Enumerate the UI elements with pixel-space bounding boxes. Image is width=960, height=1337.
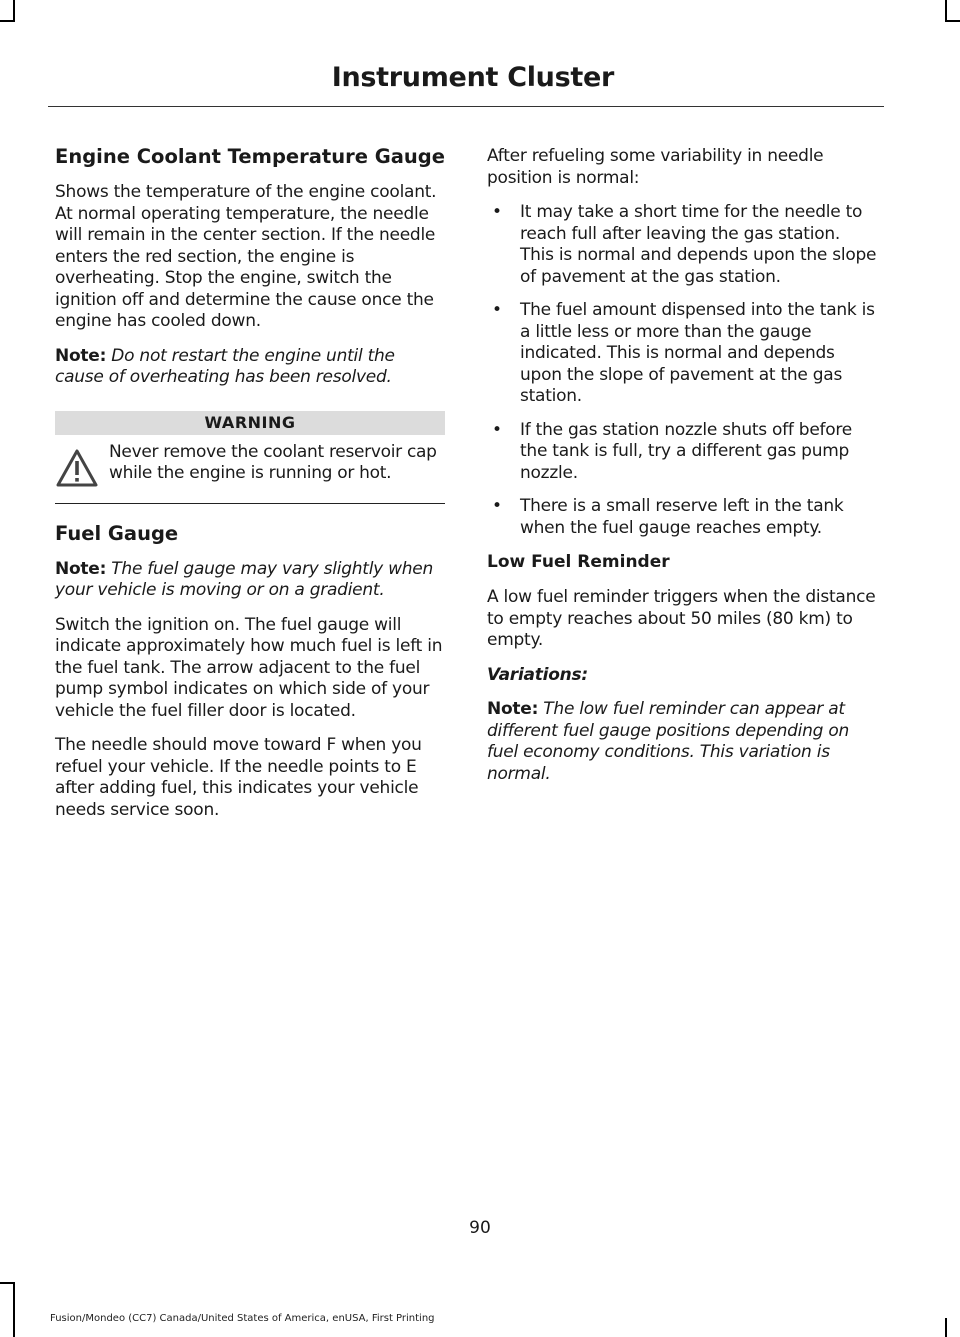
- crop-mark-top-left: [13, 0, 15, 20]
- note-text: Do not restart the engine until the cause of overheating has been resolved.: [55, 345, 395, 387]
- note-text: The fuel gauge may vary slightly when your vehicle is moving or on a gradient.: [55, 558, 434, 600]
- fuel-paragraph-2: The needle should move toward F when you refuel your vehicle. If the needle points to E after adding fuel, this indicates your vehicle needs service soon.: [55, 735, 422, 820]
- list-item: • The fuel amount dispensed into the tank is a little less or more than the gauge indicated. This is normal and depends upon the slope of pavement at the gas station.: [487, 300, 877, 408]
- refuel-intro: After refueling some variability in needle position is normal:: [487, 146, 824, 188]
- fuel-gauge-heading: Fuel Gauge: [55, 521, 179, 545]
- right-column: [487, 146, 877, 798]
- page-number: 90: [469, 1218, 491, 1238]
- crop-mark-top-right-h: [945, 20, 960, 22]
- low-fuel-paragraph: A low fuel reminder triggers when the distance to empty reaches about 50 miles (80 km) to empty.: [487, 587, 876, 650]
- crop-mark-bottom-left-h: [0, 1282, 15, 1284]
- note-low-fuel: [487, 699, 877, 785]
- variations-label: Variations:: [487, 664, 588, 685]
- coolant-paragraph: Shows the temperature of the engine coolant. At normal operating temperature, the needle will remain in the center section. If the needle enters the red section, the engine is overheating. Stop the engine, switch the ignition off and determine the cause once the engine has cooled down.: [55, 182, 437, 331]
- list-item: • If the gas station nozzle shuts off before the tank is full, try a different gas pump nozzle.: [487, 420, 877, 485]
- crop-mark-bottom-left: [13, 1282, 15, 1337]
- note-overheating: [55, 346, 445, 389]
- warning-text: Never remove the coolant reservoir cap while the engine is running or hot.: [109, 441, 437, 483]
- crop-mark-top-right: [945, 0, 947, 20]
- refuel-bullet-list: [487, 202, 877, 539]
- warning-box: [55, 435, 445, 504]
- note-label: Note:: [487, 699, 539, 719]
- list-item: • There is a small reserve left in the tank when the fuel gauge reaches empty.: [487, 496, 877, 539]
- crop-mark-bottom-right: [945, 1318, 947, 1337]
- note-fuel-gauge: [55, 559, 445, 602]
- fuel-paragraph-1: Switch the ignition on. The fuel gauge will indicate approximately how much fuel is left in the fuel tank. The arrow adjacent to the fuel pump symbol indicates on which side of your vehicle the fuel filler door is located.: [55, 614, 443, 721]
- note-label: Note:: [55, 558, 107, 579]
- list-item: • It may take a short time for the needle to reach full after leaving the gas station. This is normal and depends upon the slope of pavement at the gas station.: [487, 202, 877, 288]
- header-divider: [48, 106, 884, 107]
- warning-header: WARNING: [55, 411, 445, 435]
- low-fuel-heading: Low Fuel Reminder: [487, 552, 670, 572]
- crop-mark-top-left-h: [0, 20, 15, 22]
- note-text: The low fuel reminder can appear at different fuel gauge positions depending on fuel economy conditions. This variation is normal.: [487, 699, 849, 784]
- page-title: Instrument Cluster: [331, 62, 614, 93]
- warning-triangle-icon: [55, 448, 99, 488]
- publication-footer: Fusion/Mondeo (CC7) Canada/United States of America, enUSA, First Printing: [50, 1313, 435, 1324]
- left-column: [55, 146, 445, 834]
- coolant-heading: Engine Coolant Temperature Gauge: [55, 145, 445, 168]
- note-label: Note:: [55, 345, 107, 366]
